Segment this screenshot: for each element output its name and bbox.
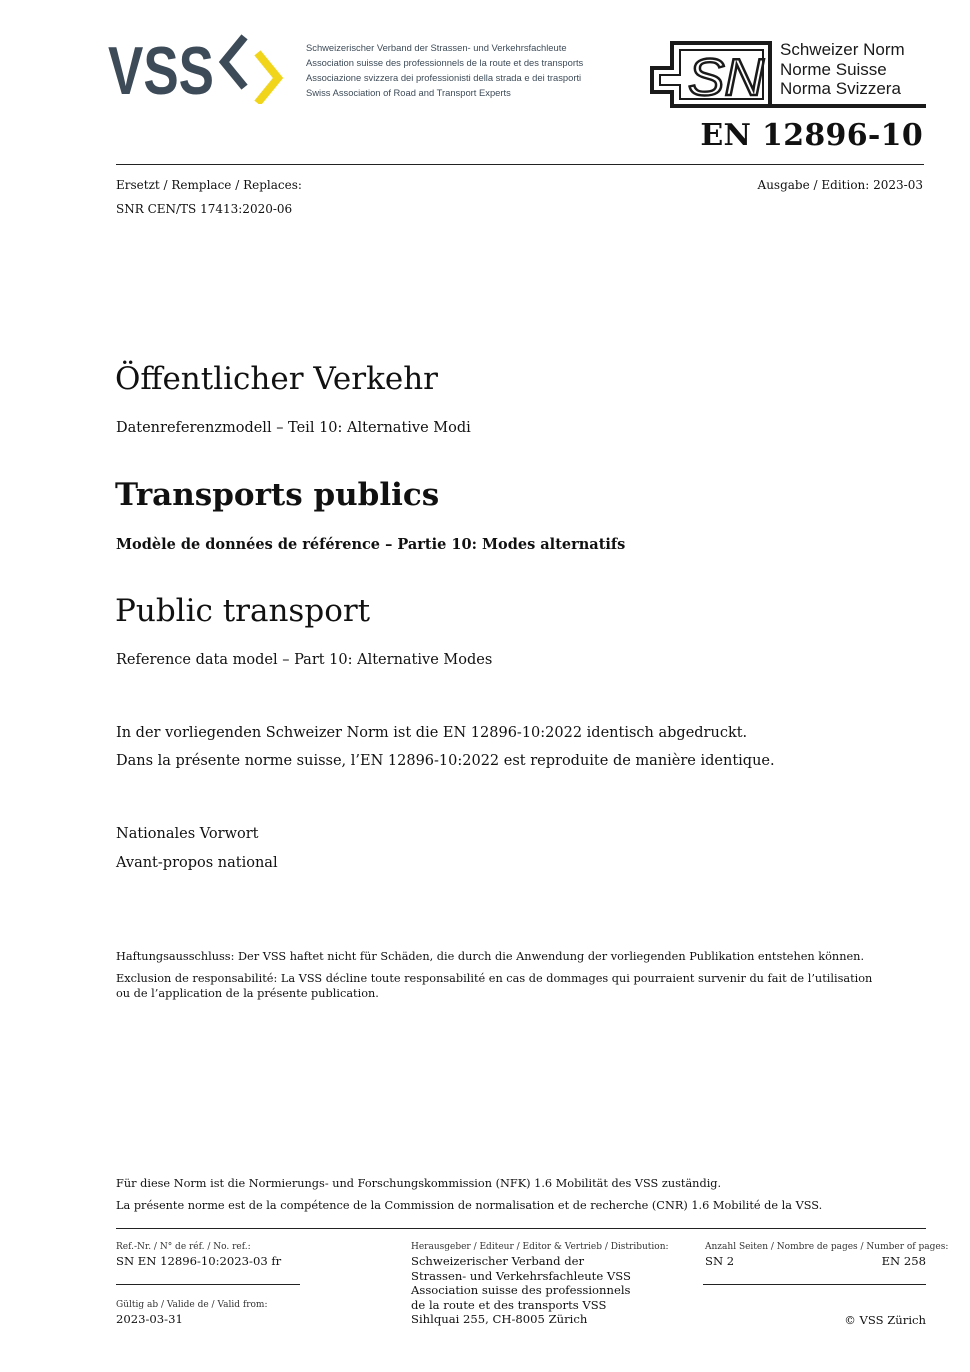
valid-value: 2023-03-31 bbox=[116, 1312, 183, 1326]
publisher-line: Strassen- und Verkehrsfachleute VSS bbox=[411, 1268, 631, 1283]
norm-name-fr: Norme Suisse bbox=[780, 59, 887, 79]
org-name-de: Schweizerischer Verband der Strassen- und Verkehrsfachleute bbox=[306, 42, 567, 53]
publisher-line: Association suisse des professionnels bbox=[411, 1283, 631, 1298]
publisher-label: Herausgeber / Editeur / Editor & Vertrieb / Distribution: bbox=[411, 1242, 669, 1252]
competence-de: Für diese Norm ist die Normierungs- und Forschungskommission (NFK) 1.6 Mobilität des VSS zuständig. bbox=[116, 1177, 722, 1190]
footer-pages-divider bbox=[703, 1284, 926, 1285]
replaces-label: Ersetzt / Remplace / Replaces: bbox=[116, 178, 302, 192]
disclaimer-fr-line1: Exclusion de responsabilité: La VSS décline toute responsabilité en cas de dommages qui pourraient survenir du fait de l’utilisation bbox=[116, 972, 873, 985]
title-en: Public transport bbox=[115, 593, 371, 629]
copyright: © VSS Zürich bbox=[844, 1313, 926, 1327]
svg-text:VSS: VSS bbox=[108, 34, 214, 104]
title-de: Öffentlicher Verkehr bbox=[115, 361, 439, 397]
svg-text:SN: SN bbox=[688, 49, 765, 107]
standard-number: EN 12896-10 bbox=[700, 118, 923, 153]
pages-sn: SN 2 bbox=[705, 1254, 735, 1268]
publisher-line: de la route et des transports VSS bbox=[411, 1297, 607, 1312]
national-foreword-fr: Avant-propos national bbox=[116, 855, 278, 871]
footer-publisher bbox=[411, 1242, 669, 1327]
national-foreword-de: Nationales Vorwort bbox=[116, 826, 259, 842]
publisher-line: Sihlquai 255, CH-8005 Zürich bbox=[411, 1312, 588, 1327]
pages-row bbox=[705, 1254, 926, 1269]
footer-valid bbox=[116, 1300, 267, 1327]
sn-norm-names bbox=[780, 40, 905, 99]
identity-statement-fr: Dans la présente norme suisse, l’EN 12896-10:2022 est reproduite de manière identique. bbox=[116, 753, 775, 769]
subtitle-fr: Modèle de données de référence – Partie 10: Modes alternatifs bbox=[116, 536, 626, 553]
publisher-line: Schweizerischer Verband der bbox=[411, 1254, 585, 1268]
subtitle-en: Reference data model – Part 10: Alternative Modes bbox=[116, 652, 493, 668]
identity-statement-de: In der vorliegenden Schweizer Norm ist die EN 12896-10:2022 identisch abgedruckt. bbox=[116, 725, 748, 741]
title-fr: Transports publics bbox=[115, 477, 440, 513]
valid-label: Gültig ab / Valide de / Valid from: bbox=[116, 1300, 268, 1310]
footer-divider bbox=[116, 1228, 926, 1229]
ref-label: Ref.-Nr. / N° de réf. / No. ref.: bbox=[116, 1242, 251, 1252]
disclaimer-fr bbox=[116, 971, 896, 1001]
pages-label: Anzahl Seiten / Nombre de pages / Number of pages: bbox=[705, 1242, 949, 1252]
replaces-value: SNR CEN/TS 17413:2020-06 bbox=[116, 202, 293, 216]
publisher-address bbox=[411, 1254, 669, 1327]
ref-value: SN EN 12896-10:2023-03 fr bbox=[116, 1254, 282, 1268]
pages-en: EN 258 bbox=[881, 1254, 926, 1268]
footer-pages bbox=[705, 1242, 949, 1269]
header-divider bbox=[116, 164, 924, 165]
org-name-en: Swiss Association of Road and Transport Experts bbox=[306, 87, 511, 98]
org-name-it: Associazione svizzera dei professionisti della strada e dei trasporti bbox=[306, 72, 582, 83]
edition: Ausgabe / Edition: 2023-03 bbox=[757, 178, 923, 192]
vss-logo bbox=[108, 34, 288, 108]
norm-name-it: Norma Svizzera bbox=[780, 79, 901, 98]
footer-ref-divider bbox=[116, 1284, 300, 1285]
disclaimer-de: Haftungsausschluss: Der VSS haftet nicht für Schäden, die durch die Anwendung der vorliegenden Publikation entstehen können. bbox=[116, 950, 865, 963]
competence-fr: La présente norme est de la compétence de la Commission de normalisation et de recherche (CNR) 1.6 Mobilité de la VSS. bbox=[116, 1199, 823, 1212]
vss-organization-names bbox=[306, 40, 583, 100]
org-name-fr: Association suisse des professionnels de la route et des transports bbox=[306, 57, 584, 68]
subtitle-de: Datenreferenzmodell – Teil 10: Alternative Modi bbox=[116, 420, 471, 436]
norm-name-de: Schweizer Norm bbox=[780, 40, 905, 59]
footer-reference bbox=[116, 1242, 281, 1269]
disclaimer-fr-line2: ou de l’application de la présente publication. bbox=[116, 987, 379, 1000]
